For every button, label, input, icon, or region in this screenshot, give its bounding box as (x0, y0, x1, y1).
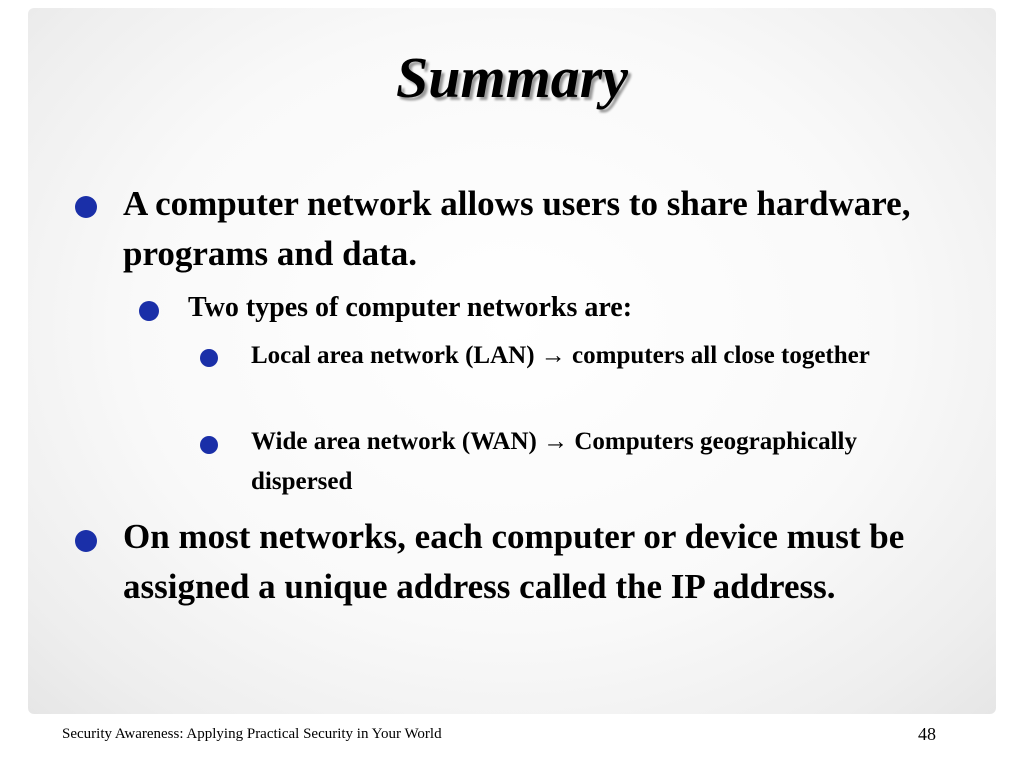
bullet-dot (75, 196, 97, 218)
bullet-item: On most networks, each computer or device must be assigned a unique address called the IP address. (123, 517, 905, 606)
bullet-dot (75, 530, 97, 552)
bullet-item: Two types of computer networks are: (188, 292, 633, 323)
bullet-dot (200, 349, 218, 367)
bullet-dot (139, 301, 159, 321)
bullet-item: A computer network allows users to share hardware, programs and data. (123, 184, 911, 273)
slide-footer: Security Awareness: Applying Practical Security in Your World (62, 726, 442, 742)
bullet-dot (200, 436, 218, 454)
bullet-item: Wide area network (WAN) → Computers geographically dispersed (251, 428, 857, 495)
page-number: 48 (918, 724, 936, 744)
bullet-item: Local area network (LAN) → computers all close together (251, 342, 870, 369)
slide-title: Summary (395, 45, 629, 110)
